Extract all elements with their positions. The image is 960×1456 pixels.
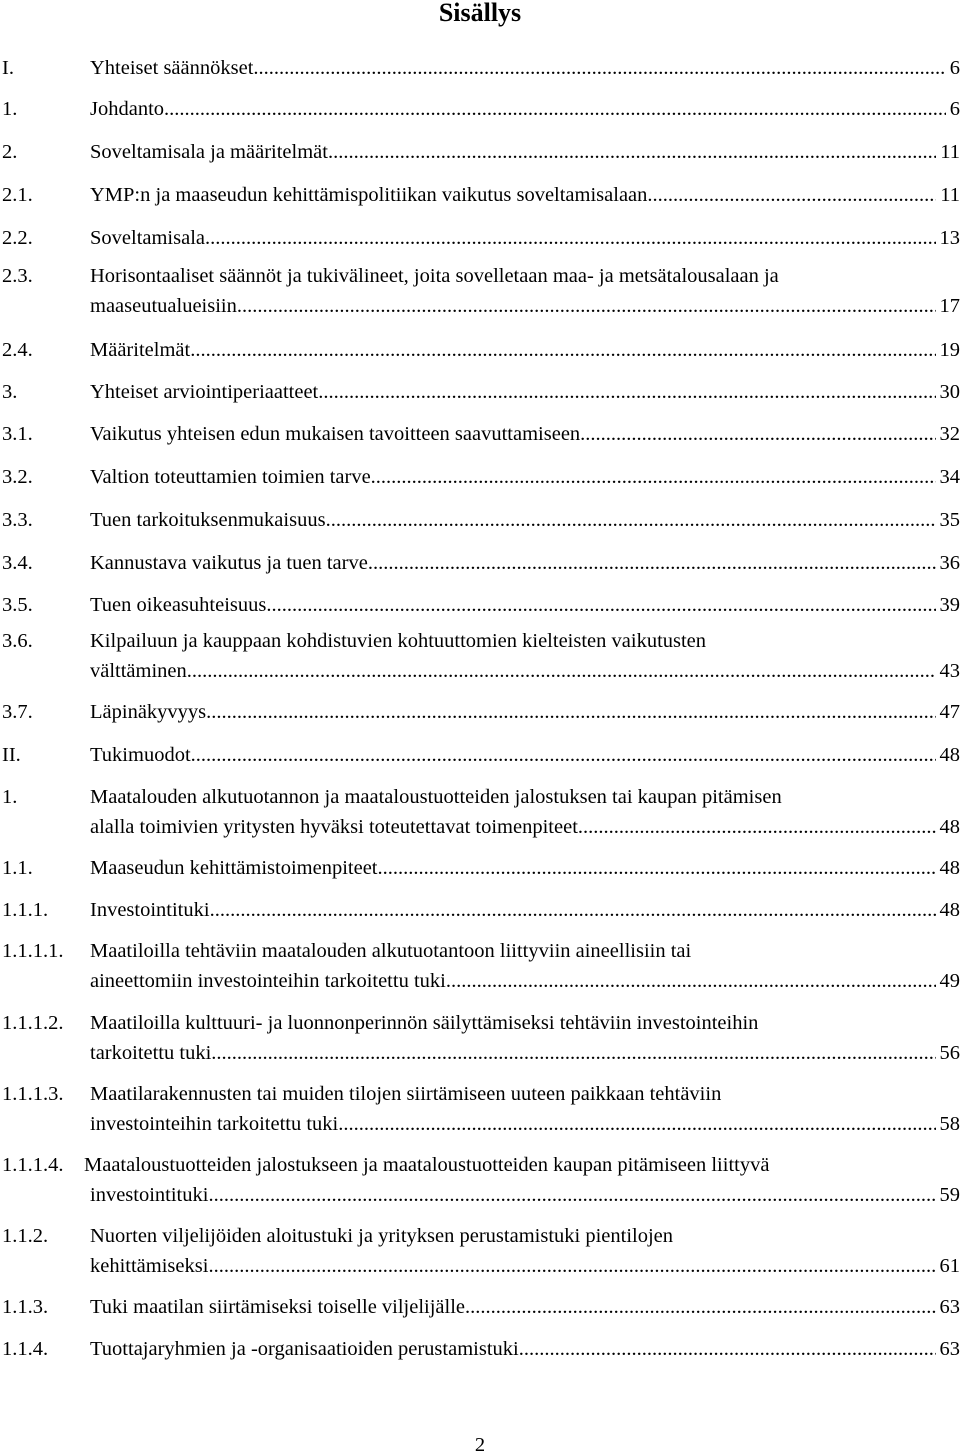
toc-entry-number: 2.2.: [2, 227, 33, 249]
toc-entry-last-line: [90, 1252, 960, 1282]
toc-entry-title: välttäminen: [90, 659, 187, 682]
toc-entry-body: [90, 463, 960, 493]
toc-entry-last-line: [90, 1293, 960, 1323]
toc-entry-title: maaseutualueisiin: [90, 294, 237, 317]
toc-entry-page: 39: [939, 594, 960, 616]
toc-entry-title: Vaikutus yhteisen edun mukaisen tavoitteen saavuttamiseen: [90, 423, 581, 445]
toc-entry-last-line: [90, 657, 960, 687]
toc-entry-last-line: [90, 463, 960, 493]
toc-entry-body: [90, 1080, 960, 1139]
toc-entry-number: 3.2.: [2, 466, 33, 488]
toc-entry-number: 2.4.: [2, 339, 33, 361]
toc-entry-last-line: [90, 95, 960, 125]
toc-entry-body: [90, 262, 960, 321]
toc-entry-page: 32: [939, 423, 960, 445]
toc-entry-last-line: [90, 224, 960, 254]
toc-entry-page: 48: [939, 899, 960, 921]
toc-entry-number: 1.1.1.4.: [2, 1154, 64, 1176]
toc-entry-page: 63: [939, 1296, 960, 1318]
dot-leader: [187, 657, 936, 687]
toc-entry-title-line: Maataloustuotteiden jalostukseen ja maataloustuotteiden kaupan pitämiseen liittyvä: [84, 1154, 770, 1176]
toc-entry-title: investointituki: [90, 1183, 209, 1206]
toc-entry-body: [90, 741, 960, 771]
toc-entry-last-line: [90, 698, 960, 728]
toc-entry-last-line: [90, 420, 960, 450]
toc-entry-page: 36: [939, 552, 960, 574]
dot-leader: [368, 549, 936, 579]
dot-leader: [465, 1293, 935, 1323]
toc-entry-page: 48: [939, 815, 960, 838]
toc-entry-title: Tuki maatilan siirtämiseksi toiselle viljelijälle: [90, 1296, 466, 1318]
toc-entry-page: 11: [940, 184, 960, 206]
toc-entry-body: [90, 420, 960, 450]
toc-entry-page: 48: [939, 857, 960, 879]
toc-entry-body: [90, 627, 960, 686]
toc-entry-title: Läpinäkyvyys: [90, 701, 207, 723]
toc-entry-body: [90, 224, 960, 254]
toc-entry-number: 2.1.: [2, 184, 33, 206]
dot-leader: [647, 181, 936, 211]
toc-entry-title-line: Kilpailuun ja kauppaan kohdistuvien kohtuuttomien kielteisten vaikutusten: [90, 630, 707, 652]
toc-entry-number: 1.1.1.2.: [2, 1012, 64, 1034]
toc-entry-number: 3.6.: [2, 630, 33, 652]
toc-entry-last-line: [90, 292, 960, 322]
toc-entry-last-line: [90, 1335, 960, 1365]
toc-entry-title-line: Nuorten viljelijöiden aloitustuki ja yrityksen perustamistuki pientilojen: [90, 1225, 674, 1247]
toc-entry-body: [90, 506, 960, 536]
toc-entry-title: Tuen tarkoituksenmukaisuus: [90, 509, 326, 531]
dot-leader: [378, 854, 936, 884]
toc-entry-title-line: Horisontaaliset säännöt ja tukivälineet, joita sovelletaan maa- ja metsätalousalaan ja: [90, 265, 779, 287]
toc-entry-last-line: [90, 1181, 960, 1211]
toc-entry-body: [90, 896, 960, 926]
dot-leader: [266, 591, 935, 621]
dot-leader: [519, 1335, 936, 1365]
page-title: Sisällys: [438, 0, 522, 27]
toc-entry-title: Tuottajaryhmien ja -organisaatioiden perustamistuki: [90, 1338, 519, 1360]
toc-entry-last-line: [90, 1039, 960, 1069]
toc-entry-title: Soveltamisala ja määritelmät: [90, 141, 328, 163]
toc-entry-number: 3.5.: [2, 594, 33, 616]
toc-entry-last-line: [90, 549, 960, 579]
toc-entry-title: Yhteiset arviointiperiaatteet: [90, 381, 319, 403]
toc-entry-body: [90, 591, 960, 621]
toc-entry-last-line: [90, 967, 960, 997]
toc-entry-body: [90, 1335, 960, 1365]
toc-entry-title: alalla toimivien yritysten hyväksi toteutettavat toimenpiteet: [90, 815, 578, 838]
toc-entry-number: 1.1.1.3.: [2, 1083, 64, 1105]
toc-entry-number: 3.: [2, 381, 18, 403]
toc-entry-title-line: Maatiloilla kulttuuri- ja luonnonperinnön säilyttämiseksi tehtäviin investointeihin: [90, 1012, 759, 1034]
toc-entry-last-line: [90, 138, 960, 168]
toc-entry-last-line: [90, 1110, 960, 1140]
toc-entry-body: [90, 854, 960, 884]
toc-entry-body: [90, 549, 960, 579]
toc-entry-last-line: [90, 378, 960, 408]
toc-entry-page: 35: [939, 509, 960, 531]
dot-leader: [371, 463, 936, 493]
dot-leader: [253, 54, 945, 84]
dot-leader: [326, 506, 936, 536]
toc-entry-page: 59: [939, 1183, 960, 1206]
toc-entry-last-line: [90, 896, 960, 926]
toc-entry-title-line: Maatilarakennusten tai muiden tilojen siirtämiseen uuteen paikkaan tehtäviin: [90, 1083, 722, 1105]
toc-entry-number: II.: [2, 744, 21, 766]
toc-entry-body: [84, 1151, 960, 1210]
toc-entry-body: [90, 1293, 960, 1323]
toc-entry-last-line: [90, 741, 960, 771]
toc-entry-body: [90, 54, 960, 84]
toc-entry-title: Tukimuodot: [90, 744, 191, 766]
toc-entry-title: Valtion toteuttamien toimien tarve: [90, 466, 371, 488]
toc-entry-number: 1.: [2, 786, 18, 808]
toc-entry-body: [90, 181, 960, 211]
toc-entry-number: 1.1.2.: [2, 1225, 49, 1247]
toc-entry-title: Johdanto: [90, 98, 165, 120]
toc-entry-last-line: [90, 591, 960, 621]
toc-entry-page: 47: [939, 701, 960, 723]
dot-leader: [211, 1039, 935, 1069]
toc-entry-page: 6: [949, 98, 960, 120]
dot-leader: [210, 896, 936, 926]
toc-entry-last-line: [90, 813, 960, 843]
toc-entry-last-line: [90, 54, 960, 84]
dot-leader: [578, 813, 936, 843]
toc-entry-number: 3.4.: [2, 552, 33, 574]
dot-leader: [206, 698, 935, 728]
toc-entry-title: aineettomiin investointeihin tarkoitettu tuki: [90, 969, 446, 992]
dot-leader: [205, 224, 935, 254]
toc-entry-number: 1.1.: [2, 857, 33, 879]
toc-entry-page: 34: [939, 466, 960, 488]
toc-entry-number: 3.1.: [2, 423, 33, 445]
toc-entry-page: 17: [939, 294, 960, 317]
toc-entry-page: 6: [949, 57, 960, 79]
toc-entry-last-line: [90, 181, 960, 211]
toc-entry-title: Investointituki: [90, 899, 210, 921]
toc-entry-body: [90, 1009, 960, 1068]
toc-entry-body: [90, 783, 960, 842]
toc-entry-last-line: [90, 506, 960, 536]
toc-entry-page: 30: [939, 381, 960, 403]
toc-entry-title: kehittämiseksi: [90, 1254, 209, 1277]
dot-leader: [328, 138, 936, 168]
toc-entry-title: Yhteiset säännökset: [90, 57, 254, 79]
dot-leader: [164, 95, 946, 125]
toc-entry-number: 1.1.4.: [2, 1338, 49, 1360]
page-number: 2: [474, 1434, 486, 1456]
dot-leader: [208, 1252, 935, 1282]
toc-entry-title: tarkoitettu tuki: [90, 1041, 212, 1064]
toc-entry-body: [90, 937, 960, 996]
dot-leader: [237, 292, 936, 322]
toc-entry-title: investointeihin tarkoitettu tuki: [90, 1112, 339, 1135]
toc-entry-body: [90, 138, 960, 168]
dot-leader: [338, 1110, 935, 1140]
toc-entry-number: 2.3.: [2, 265, 33, 287]
toc-entry-page: 43: [939, 659, 960, 682]
dot-leader: [580, 420, 935, 450]
toc-entry-body: [90, 698, 960, 728]
toc-entry-title: Määritelmät: [90, 339, 191, 361]
dot-leader: [446, 967, 936, 997]
toc-entry-title: Tuen oikeasuhteisuus: [90, 594, 267, 616]
toc-entry-number: 1.: [2, 98, 18, 120]
toc-entry-page: 63: [939, 1338, 960, 1360]
toc-entry-page: 11: [940, 141, 960, 163]
toc-entry-number: 3.3.: [2, 509, 33, 531]
toc-entry-number: 2.: [2, 141, 18, 163]
dot-leader: [190, 336, 935, 366]
toc-entry-title: Maaseudun kehittämistoimenpiteet: [90, 857, 378, 879]
toc-entry-page: 13: [939, 227, 960, 249]
toc-entry-number: 1.1.3.: [2, 1296, 49, 1318]
toc-entry-page: 58: [939, 1112, 960, 1135]
dot-leader: [191, 741, 936, 771]
toc-entry-body: [90, 336, 960, 366]
toc-entry-body: [90, 95, 960, 125]
toc-entry-page: 19: [939, 339, 960, 361]
toc-entry-body: [90, 1222, 960, 1281]
toc-entry-page: 61: [939, 1254, 960, 1277]
toc-entry-page: 48: [939, 744, 960, 766]
toc-entry-title-line: Maatalouden alkutuotannon ja maataloustuotteiden jalostuksen tai kaupan pitämisen: [90, 786, 782, 808]
toc-entry-last-line: [90, 336, 960, 366]
dot-leader: [208, 1181, 935, 1211]
toc-entry-last-line: [90, 854, 960, 884]
toc-entry-title-line: Maatiloilla tehtäviin maatalouden alkutuotantoon liittyviin aineellisiin tai: [90, 940, 692, 962]
toc-entry-page: 49: [939, 969, 960, 992]
dot-leader: [318, 378, 935, 408]
toc-entry-body: [90, 378, 960, 408]
toc-entry-page: 56: [939, 1041, 960, 1064]
toc-entry-number: I.: [2, 57, 14, 79]
toc-entry-number: 1.1.1.1.: [2, 940, 64, 962]
toc-entry-number: 3.7.: [2, 701, 33, 723]
toc-entry-title: Soveltamisala: [90, 227, 206, 249]
toc-entry-title: YMP:n ja maaseudun kehittämispolitiikan vaikutus soveltamisalaan: [90, 184, 648, 206]
toc-entry-title: Kannustava vaikutus ja tuen tarve: [90, 552, 368, 574]
toc-entry-number: 1.1.1.: [2, 899, 49, 921]
